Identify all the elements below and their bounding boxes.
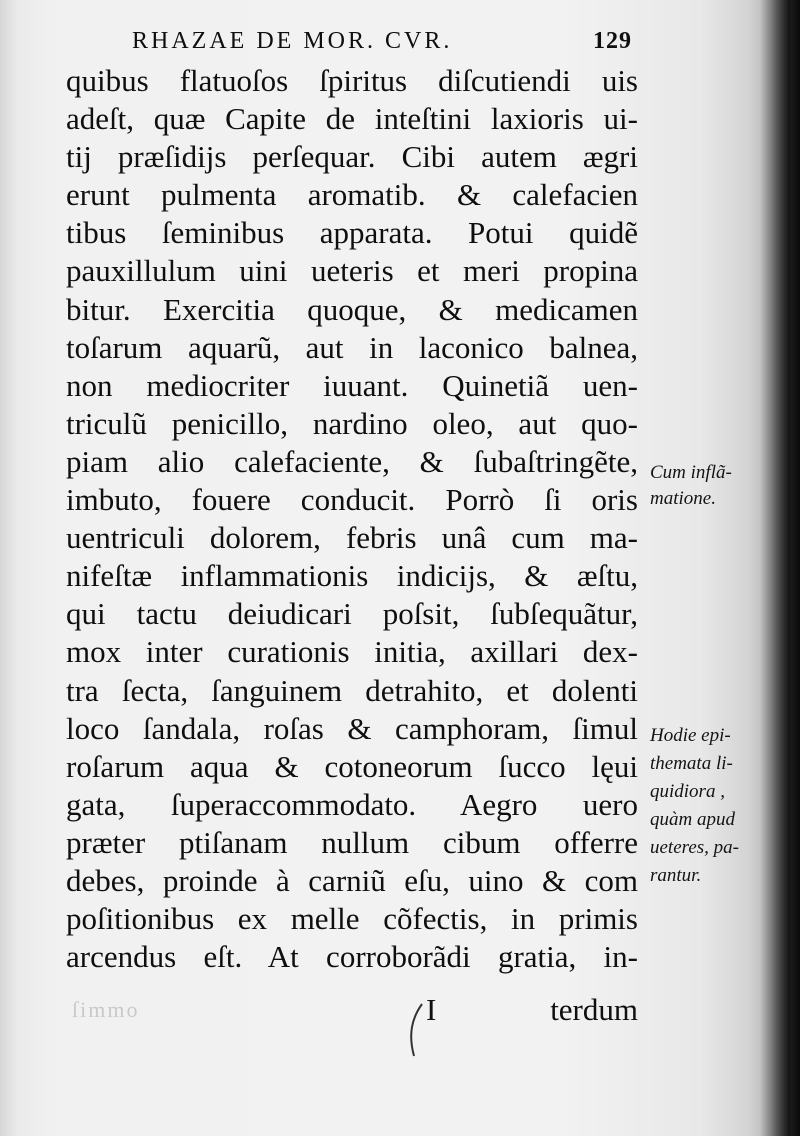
marginal-note-line: matione. [650,488,716,509]
marginal-note-line: Cum inflã- [650,462,732,483]
text-line: arcendus eſt. At corroborãdi gratia, in- [66,939,638,975]
text-line: uentriculi dolorem, febris unâ cum ma- [66,520,638,556]
marginal-note-line: Hodie epi- [650,725,731,746]
text-line: loco ſandala, roſas & camphoram, ſimul [66,710,638,746]
main-text-block [66,62,638,976]
text-line: tij præſidijs perſequar. Cibi autem ægri [66,139,638,175]
text-line: toſarum aquarũ, aut in laconico balnea, [66,329,638,365]
text-line: roſarum aqua & cotoneorum ſucco lęui [66,748,638,784]
running-title: RHAZAE DE MOR. CVR. [132,28,453,54]
marginal-note-line: ueteres, pa- [650,837,739,858]
text-line: mox inter curationis initia, axillari dex- [66,634,638,670]
signature-mark: I [426,992,437,1027]
text-line: tibus ſeminibus apparata. Potui quidẽ [66,215,638,251]
marginal-note-line: rantur. [650,865,702,886]
text-line: debes, proinde à carniũ eſu, uino & com [66,862,638,898]
text-line: imbuto, fouere conducit. Porrò ſi oris [66,482,638,518]
marginal-note-line: themata li- [650,753,733,774]
page-header [132,28,632,60]
gutter-shadow [748,0,790,1136]
text-line: piam alio calefaciente, & ſubaſtringẽte, [66,443,638,479]
text-line: triculũ penicillo, nardino oleo, aut quo- [66,405,638,441]
bleed-through-text: ſimmo [72,997,140,1022]
marginal-note-line: quàm apud [650,809,735,830]
text-line: poſitionibus ex melle cõfectis, in primis [66,901,638,937]
footer-row [66,990,638,1030]
marginal-note [650,460,780,512]
text-line: præter ptiſanam nullum cibum offerre [66,824,638,860]
text-line: quibus flatuoſos ſpiritus diſcutiendi uis [66,63,638,98]
text-line: qui tactu deiudicari poſsit, ſubſequãtur, [66,596,638,632]
text-line: tra ſecta, ſanguinem detrahito, et dolenti [66,672,638,708]
page-number: 129 [593,28,632,54]
text-line: pauxillulum uini ueteris et meri propina [66,253,638,289]
text-line: bitur. Exercitia quoque, & medicamen [66,291,638,327]
marginal-note-line: quidiora , [650,781,725,802]
marginal-note [650,722,780,890]
text-line: non mediocriter iuuant. Quinetiã uen- [66,367,638,403]
text-line: nifeſtæ inflammationis indicijs, & æſtu, [66,558,638,594]
text-line: gata, ſuperaccommodato. Aegro uero [66,786,638,822]
catchword: terdum [550,992,638,1027]
ink-stroke-mark [400,1000,430,1060]
text-line: erunt pulmenta aromatib. & calefacien [66,177,638,213]
text-line: adeſt, quæ Capite de inteſtini laxioris ui- [66,101,638,137]
